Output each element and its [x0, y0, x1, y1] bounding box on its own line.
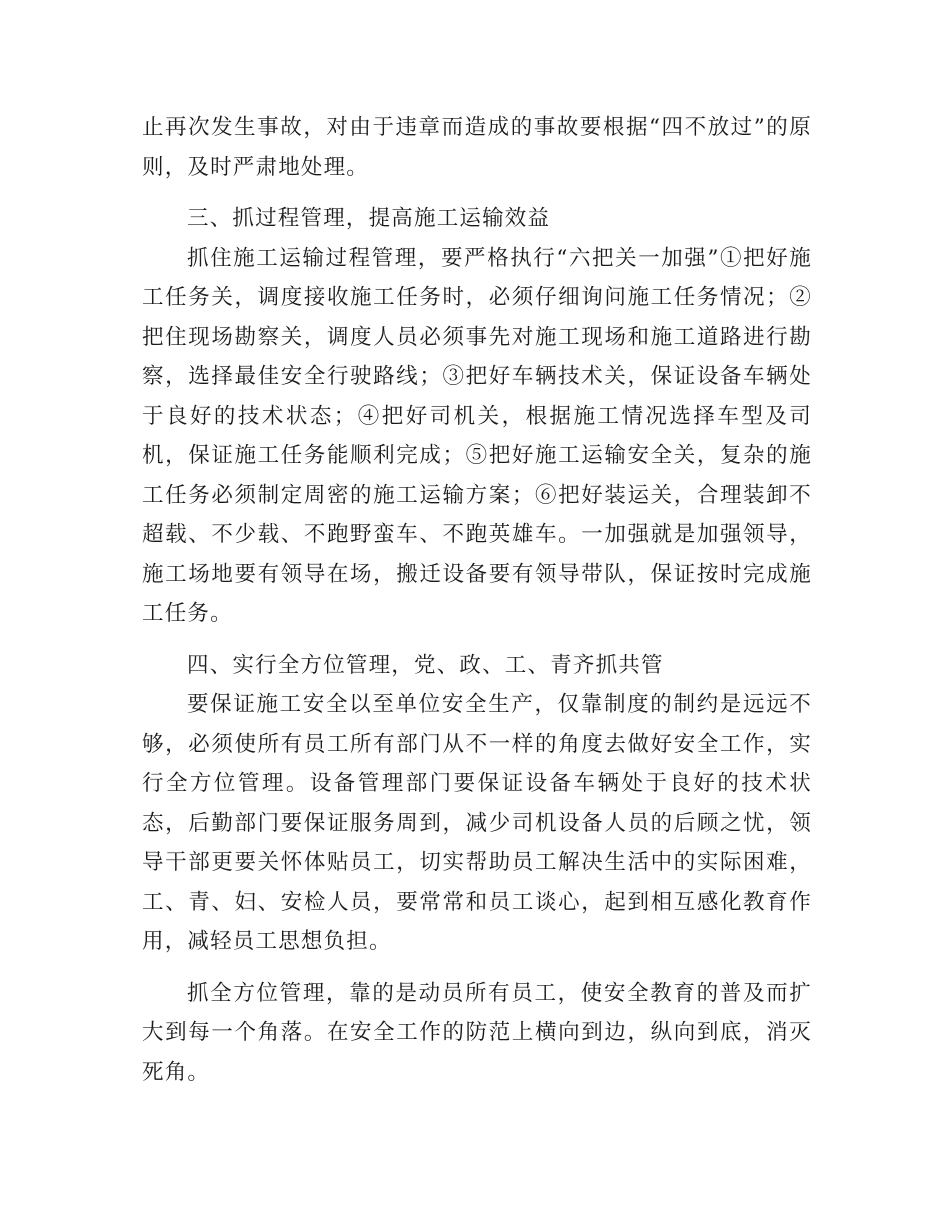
- paragraph-full-management: 要保证施工安全以至单位安全生产，仅靠制度的制约是远远不够，必须使所有员工所有部门从不一样的角度去做好安全工作，实行全方位管理。设备管理部门要保证设备车辆处于良好的技术状态，后勤部门要保证服务周到，减少司机设备人员的后顾之忧，领导干部更要关怀体贴员工，切实帮助员工解决生活中的实际困难，工、青、妇、安检人员，要常常和员工谈心，起到相互感化教育作用，减轻员工思想负担。: [142, 692, 812, 954]
- paragraph-process-management: 抓住施工运输过程管理，要严格执行“六把关一加强”①把好施工任务关，调度接收施工任务时，必须仔细询问施工任务情况；②把住现场勘察关，调度人员必须事先对施工现场和施工道路进行勘察，选择最佳安全行驶路线；③把好车辆技术关，保证设备车辆处于良好的技术状态；④把好司机关，根据施工情况选择车型及司机，保证施工任务能顺利完成；⑤把好施工运输安全关，复杂的施工任务必须制定周密的施工运输方案；⑥把好装运关，合理装卸不超载、不少载、不跑野蛮车、不跑英雄车。一加强就是加强领导，施工场地要有领导在场，搬迁设备要有领导带队，保证按时完成施工任务。: [142, 245, 812, 626]
- section-heading-three: 三、抓过程管理，提高施工运输效益: [187, 206, 551, 231]
- document-body: [142, 108, 812, 1092]
- paragraph-mobilize-staff: 抓全方位管理，靠的是动员所有员工，使安全教育的普及而扩大到每一个角落。在安全工作的防范上横向到边，纵向到底，消灭死角。: [142, 980, 812, 1085]
- section-heading-four: 四、实行全方位管理，党、政、工、青齐抓共管: [187, 652, 664, 678]
- paragraph-continuation: 止再次发生事故，对由于违章而造成的事故要根据“四不放过”的原则，及时严肃地处理。: [142, 115, 812, 180]
